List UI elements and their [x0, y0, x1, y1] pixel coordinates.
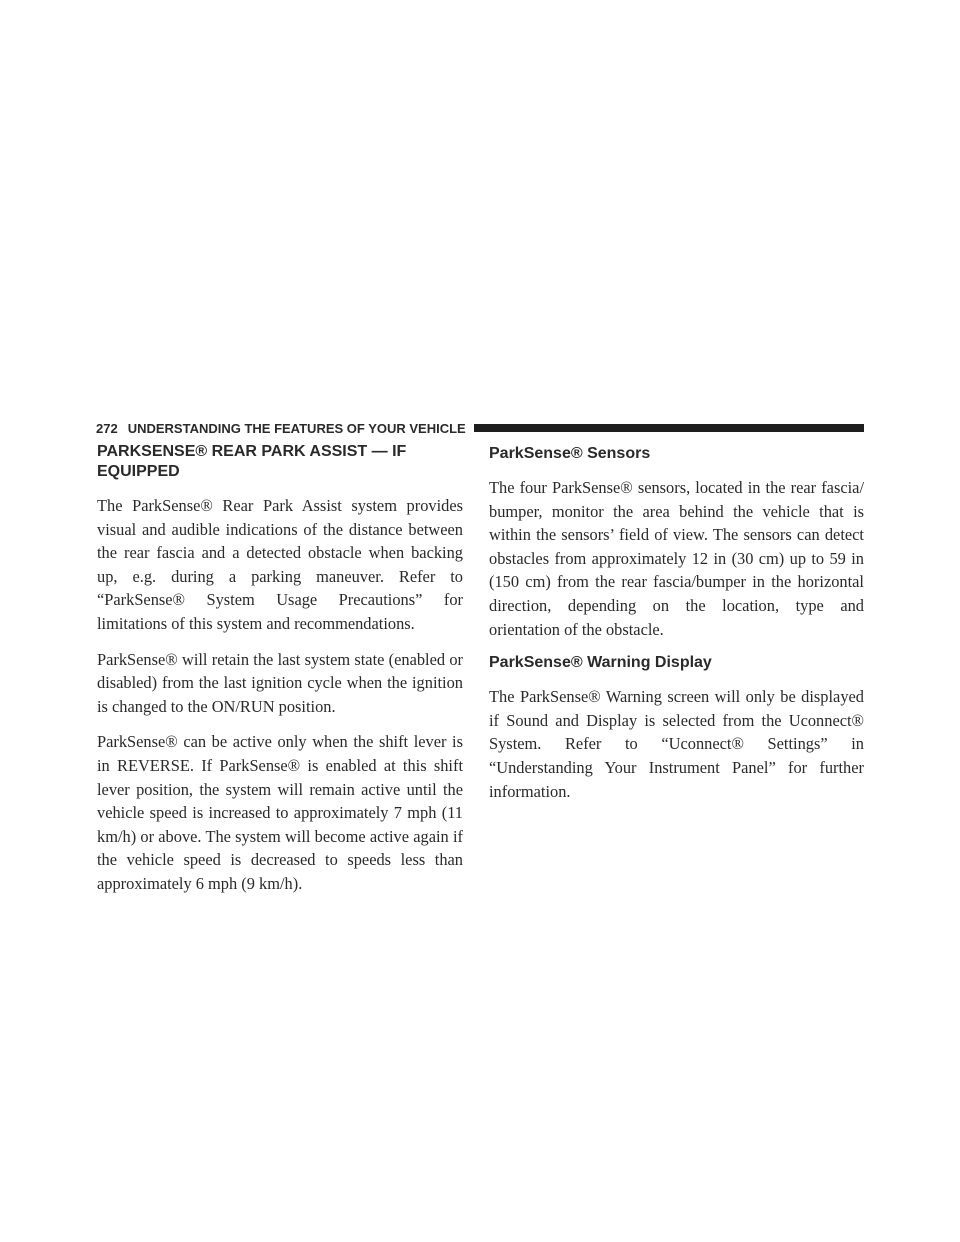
sensors-heading: ParkSense® Sensors [489, 445, 651, 462]
paragraph-system-state: ParkSense® will retain the last system state (enabled or disabled) from the last ignition cycle when the ignition is changed to the ON/RUN position. [97, 649, 463, 716]
section-title: UNDERSTANDING THE FEATURES OF YOUR VEHICLE [127, 420, 466, 436]
paragraph-activation: ParkSense® can be active only when the shift lever is in REVERSE. If ParkSense® is enabled at this shift lever position, the system will remain active until the vehicle speed is increased to approximately 7 mph (11 km/h) or above. The system will become active again if the vehicle speed is decreased to speeds less than approximately 6 mph (9 km/h). [97, 732, 463, 893]
warning-display-paragraph: The ParkSense® Warning screen will only be displayed if Sound and Display is selected from the Uconnect® System. Refer to “Uconnect® Settings” in “Understanding Your Instrument Panel” for further information. [489, 687, 864, 801]
left-column [97, 442, 463, 908]
page-header [96, 418, 864, 438]
page-number: 272 [96, 420, 118, 436]
main-heading: PARKSENSE® REAR PARK ASSIST — IF EQUIPPED [97, 443, 407, 480]
warning-display-heading: ParkSense® Warning Display [489, 654, 712, 672]
header-rule [474, 424, 864, 432]
paragraph-intro: The ParkSense® Rear Park Assist system provides visual and audible indications of the distance between the rear fascia and a detected obstacle when backing up, e.g. during a parking maneuver. Refer to “ParkSense® System Usage Precautions” for limitations of this system and recommendations. [97, 496, 463, 633]
right-column [489, 442, 864, 815]
sensors-paragraph: The four ParkSense® sensors, located in the rear fascia/ bumper, monitor the area behind the vehicle that is within the sensors’ field of view. The sensors can detect obstacles from approximately 12 in (30 cm) up to 59 in (150 cm) from the rear fascia/bumper in the horizontal direction, depending on the location, type and orientation of the obstacle. [489, 478, 864, 639]
